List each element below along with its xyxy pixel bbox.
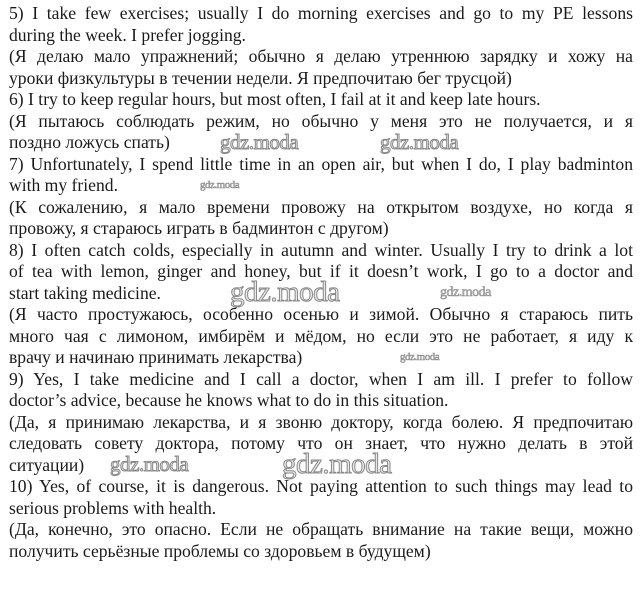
text-line: уроки физкультуры в течении недели. Я предпочитаю бег трусцой) — [9, 67, 512, 88]
text-line: врачу и начинаю принимать лекарства) — [9, 347, 303, 367]
text-line: (Я пытаюсь соблюдать режим, но обычно у меня это не получается, и я — [9, 110, 633, 131]
text-line: (Я часто простужаюсь, особенно осенью и зимой. Обычно я стараюсь пить — [9, 304, 633, 324]
text-line: 9) Yes, I take medicine and I call a doctor, when I am ill. I prefer to follow — [9, 368, 633, 389]
text-line: start taking medicine. — [9, 282, 161, 303]
text-line: много чая с лимоном, имбирём и мёдом, но если это не работает, я иду к — [9, 325, 633, 346]
paragraph — [9, 46, 633, 89]
text-line: получить серьёзные проблемы со здоровьем в будущем) — [9, 540, 431, 561]
text-line: (Да, конечно, это опасно. Если не обращать внимание на такие вещи, можно — [9, 519, 633, 539]
text-line: следовать совету доктора, потому что он знает, что нужно делать в этой — [9, 433, 633, 453]
paragraph — [9, 3, 633, 46]
text-line: (Я делаю мало упражнений; обычно я делаю утреннюю зарядку и хожу на — [9, 46, 633, 66]
watermark: gdz.moda — [200, 179, 240, 191]
text-line: of tea with lemon, ginger and honey, but if it doesn’t work, I go to a doctor and — [9, 261, 633, 281]
paragraph — [9, 154, 633, 197]
text-line: doctor’s advice, because he knows what to do in this situation. — [9, 390, 449, 410]
text-line: провожу, я стараюсь играть в бадминтон с другом) — [9, 218, 389, 238]
paragraph — [9, 369, 633, 412]
text-line: 10) Yes, of course, it is dangerous. Not paying attention to such things may lead to — [9, 476, 633, 496]
watermark: gdz.moda — [110, 452, 189, 476]
watermark: gdz.moda — [282, 448, 392, 480]
text-line: during the week. I prefer jogging. — [9, 24, 246, 45]
paragraph — [9, 89, 633, 111]
text-line: 5) I take few exercises; usually I do morning exercises and go to my PE lessons — [9, 3, 633, 23]
text-line: serious problems with health. — [9, 497, 217, 518]
text-line: with my friend. — [9, 175, 118, 195]
watermark: gdz.moda — [230, 276, 340, 308]
paragraph — [9, 197, 633, 240]
watermark: gdz.moda — [380, 130, 459, 154]
text-line: поздно ложусь спать) — [9, 132, 170, 152]
paragraph — [9, 519, 633, 562]
watermark: gdz.moda — [400, 351, 440, 363]
text-line: (К сожалению, я мало времени провожу на открытом воздухе, но когда я — [9, 196, 633, 217]
text-line: ситуации) — [9, 454, 85, 475]
watermark: gdz.moda — [440, 285, 491, 300]
watermark: gdz.moda — [220, 130, 299, 154]
text-line: 8) I often catch colds, especially in autumn and winter. Usually I try to drink a lot — [9, 239, 633, 260]
paragraph — [9, 476, 633, 519]
paragraph — [9, 111, 633, 154]
paragraph — [9, 304, 633, 369]
text-line: 7) Unfortunately, I spend little time in an open air, but when I do, I play badminton — [9, 153, 633, 174]
text-line: (Да, я принимаю лекарства, и я звоню доктору, когда болею. Я предпочитаю — [9, 411, 633, 432]
text-line: 6) I try to keep regular hours, but most often, I fail at it and keep late hours. — [9, 89, 541, 109]
